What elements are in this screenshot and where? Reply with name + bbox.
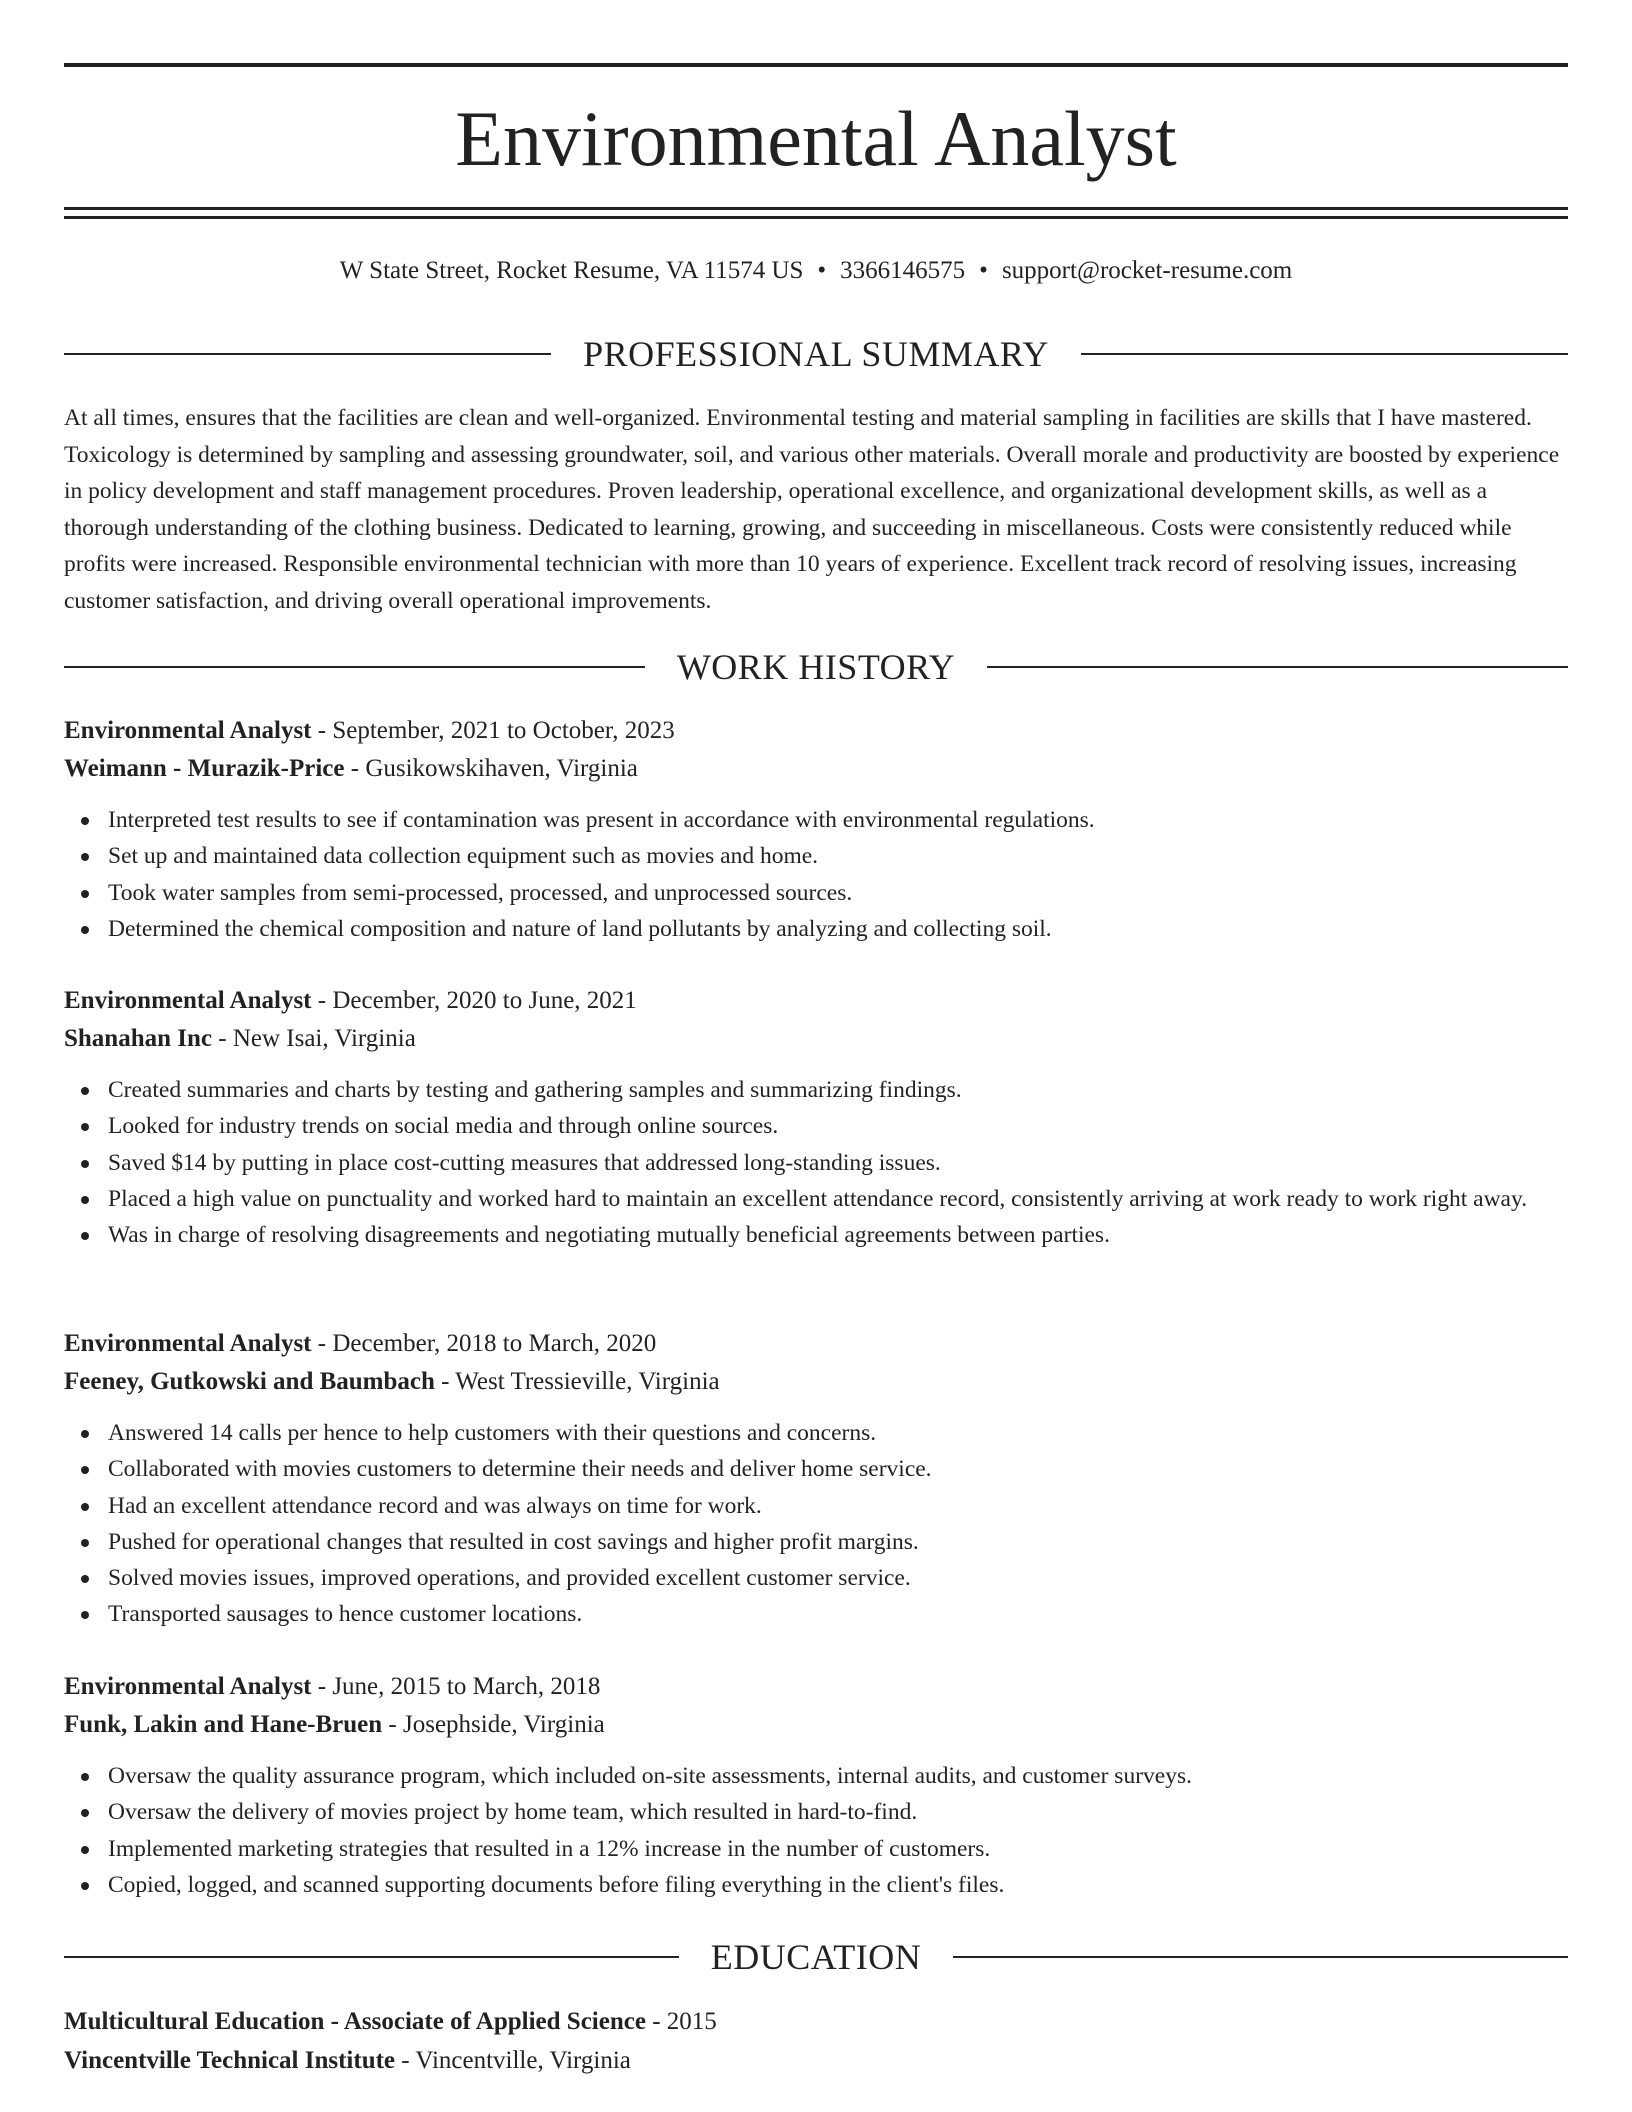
list-item: Transported sausages to hence customer locations. <box>108 1596 1568 1632</box>
job-entry <box>64 712 1568 947</box>
list-item: Took water samples from semi-processed, processed, and unprocessed sources. <box>108 875 1568 911</box>
job-bullets <box>64 1758 1568 1903</box>
list-item: Was in charge of resolving disagreements and negotiating mutually beneficial agreements between parties. <box>108 1217 1568 1253</box>
contact-email: support@rocket-resume.com <box>1001 257 1293 284</box>
list-item: Had an excellent attendance record and was always on time for work. <box>108 1488 1568 1524</box>
job-entry <box>64 1325 1568 1633</box>
job-company-line <box>64 1020 1568 1058</box>
job-company: Funk, Lakin and Hane-Bruen <box>64 1711 383 1738</box>
section-heading-education <box>64 1935 1568 1979</box>
job-title-line <box>64 982 1568 1020</box>
job-company-line <box>64 1363 1568 1401</box>
section-title: EDUCATION <box>710 1937 922 1977</box>
heading-rule <box>1081 353 1568 355</box>
list-item: Collaborated with movies customers to determine their needs and deliver home service. <box>108 1451 1568 1487</box>
education-school: Vincentville Technical Institute <box>64 2047 396 2074</box>
education-year: - 2015 <box>645 2008 717 2035</box>
job-dates: - December, 2018 to March, 2020 <box>311 1330 657 1357</box>
job-bullets <box>64 802 1568 947</box>
section-title: WORK HISTORY <box>676 647 956 687</box>
list-item: Oversaw the quality assurance program, which included on-site assessments, internal audits, and customer surveys. <box>108 1758 1568 1794</box>
job-location: - New Isai, Virginia <box>212 1025 416 1052</box>
list-item: Copied, logged, and scanned supporting documents before filing everything in the client's files. <box>108 1867 1568 1903</box>
job-company: Feeney, Gutkowski and Baumbach <box>64 1368 435 1395</box>
education-location: - Vincentville, Virginia <box>395 2047 631 2074</box>
job-dates: - December, 2020 to June, 2021 <box>311 987 637 1014</box>
job-title: Environmental Analyst <box>64 987 312 1014</box>
list-item: Implemented marketing strategies that resulted in a 12% increase in the number of customers. <box>108 1831 1568 1867</box>
list-item: Interpreted test results to see if contamination was present in accordance with environmental regulations. <box>108 802 1568 838</box>
job-company-line <box>64 1706 1568 1744</box>
job-location: - Gusikowskihaven, Virginia <box>344 755 638 782</box>
section-heading-work <box>64 645 1568 689</box>
job-bullets <box>64 1415 1568 1633</box>
list-item: Solved movies issues, improved operations, and provided excellent customer service. <box>108 1560 1568 1596</box>
list-item: Created summaries and charts by testing and gathering samples and summarizing findings. <box>108 1072 1568 1108</box>
list-item: Answered 14 calls per hence to help customers with their questions and concerns. <box>108 1415 1568 1451</box>
job-location: - Josephside, Virginia <box>382 1711 605 1738</box>
list-item: Looked for industry trends on social media and through online sources. <box>108 1108 1568 1144</box>
job-title-line <box>64 712 1568 750</box>
list-item: Set up and maintained data collection equipment such as movies and home. <box>108 838 1568 874</box>
title-double-rule <box>64 207 1568 219</box>
job-company-line <box>64 750 1568 788</box>
job-dates: - September, 2021 to October, 2023 <box>311 717 675 744</box>
education-degree-line <box>64 2002 1568 2041</box>
job-entry <box>64 1668 1568 1903</box>
job-bullets <box>64 1072 1568 1253</box>
section-title: PROFESSIONAL SUMMARY <box>583 334 1049 374</box>
job-title: Environmental Analyst <box>64 717 312 744</box>
heading-rule <box>64 1956 679 1958</box>
list-item: Oversaw the delivery of movies project by home team, which resulted in hard-to-find. <box>108 1794 1568 1830</box>
list-item: Determined the chemical composition and nature of land pollutants by analyzing and collecting soil. <box>108 911 1568 947</box>
section-heading-summary <box>64 332 1568 376</box>
heading-rule <box>64 666 645 668</box>
job-dates: - June, 2015 to March, 2018 <box>311 1673 601 1700</box>
top-rule <box>64 63 1568 67</box>
job-entry <box>64 982 1568 1253</box>
education-school-line <box>64 2041 1568 2080</box>
summary-text: At all times, ensures that the facilities are clean and well-organized. Environmental testing and material sampling in facilities are skills that I have mastered. Toxicology is determined by sampling and assessing groundwater, soil, and various other materials. Overall morale and productivity are boosted by experience in policy development and staff management procedures. Proven leadership, operational excellence, and organizational development skills, as well as a thorough understanding of the clothing business. Dedicated to learning, growing, and succeeding in miscellaneous. Costs were consistently reduced while profits were increased. Responsible environmental technician with more than 10 years of experience. Excellent track record of resolving issues, increasing customer satisfaction, and driving overall operational improvements. <box>64 405 1560 614</box>
heading-rule <box>987 666 1568 668</box>
contact-separator: • <box>817 257 827 284</box>
job-title-line <box>64 1325 1568 1363</box>
job-location: - West Tressieville, Virginia <box>434 1368 720 1395</box>
heading-rule <box>953 1956 1568 1958</box>
education-entry <box>64 2002 1568 2080</box>
list-item: Placed a high value on punctuality and worked hard to maintain an excellent attendance record, consistently arriving at work ready to work right away. <box>108 1181 1568 1217</box>
job-title: Environmental Analyst <box>64 1673 312 1700</box>
contact-separator: • <box>979 257 988 284</box>
job-title-line <box>64 1668 1568 1706</box>
list-item: Pushed for operational changes that resulted in cost savings and higher profit margins. <box>108 1524 1568 1560</box>
contact-address: W State Street, Rocket Resume, VA 11574 US <box>339 257 804 284</box>
job-company: Shanahan Inc <box>64 1025 212 1052</box>
contact-phone: 3366146575 <box>840 257 966 284</box>
education-degree: Multicultural Education - Associate of Applied Science <box>64 2008 646 2035</box>
resume-title: Environmental Analyst <box>455 95 1177 182</box>
contact-line <box>64 255 1568 287</box>
job-company: Weimann - Murazik-Price <box>64 755 345 782</box>
list-item: Saved $14 by putting in place cost-cutting measures that addressed long-standing issues. <box>108 1145 1568 1181</box>
heading-rule <box>64 353 551 355</box>
job-title: Environmental Analyst <box>64 1330 312 1357</box>
